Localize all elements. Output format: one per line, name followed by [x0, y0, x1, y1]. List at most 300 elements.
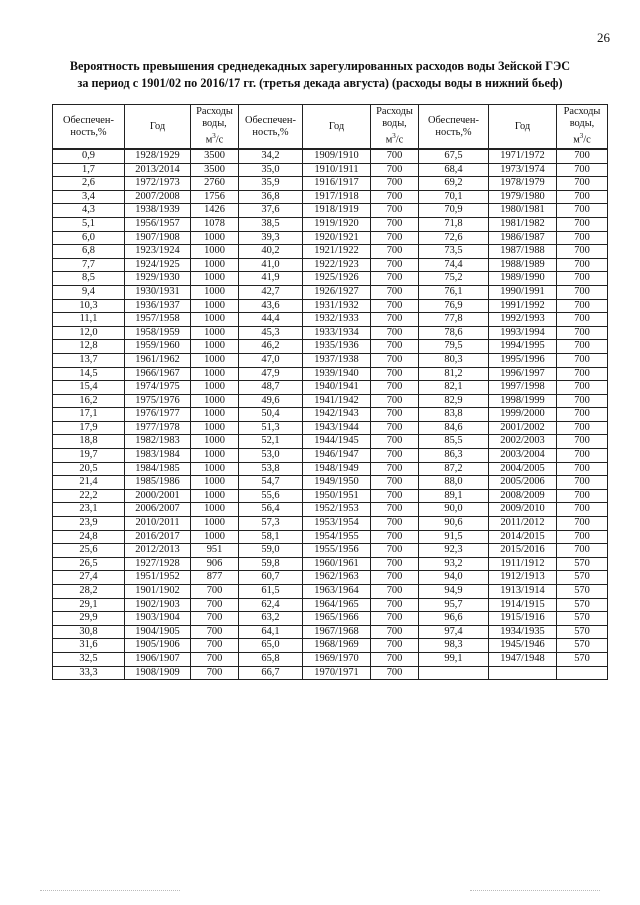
- table-cell: 1908/1909: [125, 666, 191, 680]
- table-cell: 1902/1903: [125, 598, 191, 612]
- table-cell: 1000: [191, 245, 239, 259]
- table-cell: 1946/1947: [303, 449, 371, 463]
- table-cell: 1979/1980: [489, 190, 557, 204]
- header-probability: Обеспечен-ность,%: [239, 105, 303, 150]
- table-cell: 29,1: [53, 598, 125, 612]
- table-cell: 66,7: [239, 666, 303, 680]
- table-cell: 700: [371, 299, 419, 313]
- table-cell: 5,1: [53, 217, 125, 231]
- table-cell: 1912/1913: [489, 571, 557, 585]
- header-flow: Расходы воды, $м^3/с$: [557, 105, 608, 150]
- table-cell: 49,6: [239, 394, 303, 408]
- table-cell: 700: [371, 381, 419, 395]
- table-cell: 700: [557, 530, 608, 544]
- table-cell: 1000: [191, 517, 239, 531]
- table-cell: 78,6: [419, 326, 489, 340]
- table-cell: 7,7: [53, 258, 125, 272]
- table-cell: 1000: [191, 381, 239, 395]
- table-cell: 1982/1983: [125, 435, 191, 449]
- table-cell: 700: [557, 503, 608, 517]
- table-cell: 700: [371, 231, 419, 245]
- table-cell: 570: [557, 557, 608, 571]
- table-cell: 700: [557, 149, 608, 163]
- table-cell: 1903/1904: [125, 612, 191, 626]
- table-cell: 72,6: [419, 231, 489, 245]
- table-cell: 70,1: [419, 190, 489, 204]
- table-cell: 1925/1926: [303, 272, 371, 286]
- table-cell: 1967/1968: [303, 625, 371, 639]
- table-cell: 1000: [191, 408, 239, 422]
- table-cell: 1000: [191, 313, 239, 327]
- table-cell: 1994/1995: [489, 340, 557, 354]
- table-cell: 1963/1964: [303, 585, 371, 599]
- table-cell: 906: [191, 557, 239, 571]
- table-cell: 34,2: [239, 149, 303, 163]
- table-cell: 1909/1910: [303, 149, 371, 163]
- table-cell: 700: [557, 489, 608, 503]
- table-cell: 700: [557, 544, 608, 558]
- table-cell: 1915/1916: [489, 612, 557, 626]
- table-cell: 1942/1943: [303, 408, 371, 422]
- table-cell: 77,8: [419, 313, 489, 327]
- table-cell: 51,3: [239, 421, 303, 435]
- table-cell: 570: [557, 639, 608, 653]
- table-cell: 700: [371, 245, 419, 259]
- table-cell: 1000: [191, 231, 239, 245]
- table-cell: 26,5: [53, 557, 125, 571]
- table-cell: 1000: [191, 285, 239, 299]
- table-cell: 83,8: [419, 408, 489, 422]
- table-row: [53, 612, 608, 626]
- table-cell: 700: [191, 585, 239, 599]
- table-row: [53, 326, 608, 340]
- table-cell: 1918/1919: [303, 204, 371, 218]
- table-cell: 95,7: [419, 598, 489, 612]
- table-cell: 3500: [191, 149, 239, 163]
- table-cell: 1426: [191, 204, 239, 218]
- table-cell: 1962/1963: [303, 571, 371, 585]
- table-cell: 24,8: [53, 530, 125, 544]
- table-row: [53, 435, 608, 449]
- table-cell: 700: [557, 231, 608, 245]
- table-cell: 2007/2008: [125, 190, 191, 204]
- table-cell: 1000: [191, 299, 239, 313]
- table-cell: 1917/1918: [303, 190, 371, 204]
- table-cell: 63,2: [239, 612, 303, 626]
- table-cell: 79,5: [419, 340, 489, 354]
- table-cell: 1901/1902: [125, 585, 191, 599]
- page-number: 26: [597, 30, 610, 45]
- table-cell: 2006/2007: [125, 503, 191, 517]
- header-flow: Расходы воды, $м^3/с$: [191, 105, 239, 150]
- table-cell: 1905/1906: [125, 639, 191, 653]
- table-cell: 700: [371, 585, 419, 599]
- table-cell: 99,1: [419, 652, 489, 666]
- table-cell: 1000: [191, 476, 239, 490]
- scan-edge-mark: [40, 890, 180, 891]
- table-cell: 73,5: [419, 245, 489, 259]
- table-cell: 1911/1912: [489, 557, 557, 571]
- table-cell: 35,0: [239, 163, 303, 177]
- table-cell: [419, 666, 489, 680]
- table-cell: 55,6: [239, 489, 303, 503]
- table-cell: 1957/1958: [125, 313, 191, 327]
- table-cell: 2014/2015: [489, 530, 557, 544]
- table-cell: 33,3: [53, 666, 125, 680]
- table-cell: 1965/1966: [303, 612, 371, 626]
- table-cell: 700: [557, 367, 608, 381]
- table-cell: 4,3: [53, 204, 125, 218]
- table-row: [53, 217, 608, 231]
- table-cell: 1000: [191, 258, 239, 272]
- table-cell: 700: [371, 285, 419, 299]
- table-cell: 75,2: [419, 272, 489, 286]
- table-cell: 2002/2003: [489, 435, 557, 449]
- table-cell: 1995/1996: [489, 353, 557, 367]
- table-cell: 17,9: [53, 421, 125, 435]
- table-cell: 700: [371, 571, 419, 585]
- table-cell: 700: [557, 258, 608, 272]
- table-cell: 700: [557, 245, 608, 259]
- table-cell: 1000: [191, 449, 239, 463]
- table-cell: 700: [191, 625, 239, 639]
- table-cell: 2011/2012: [489, 517, 557, 531]
- table-cell: 1941/1942: [303, 394, 371, 408]
- table-cell: 1986/1987: [489, 231, 557, 245]
- table-cell: 36,8: [239, 190, 303, 204]
- table-cell: 700: [557, 421, 608, 435]
- table-cell: 1904/1905: [125, 625, 191, 639]
- table-cell: 1934/1935: [489, 625, 557, 639]
- table-cell: 31,6: [53, 639, 125, 653]
- table-cell: 1970/1971: [303, 666, 371, 680]
- table-cell: 700: [371, 544, 419, 558]
- title-line-1: Вероятность превышения среднедекадных зарегулированных расходов воды Зейской ГЭС: [69, 59, 571, 73]
- table-cell: 61,5: [239, 585, 303, 599]
- table-cell: 59,8: [239, 557, 303, 571]
- table-cell: 52,1: [239, 435, 303, 449]
- table-cell: 700: [191, 612, 239, 626]
- table-cell: 28,2: [53, 585, 125, 599]
- table-cell: 1964/1965: [303, 598, 371, 612]
- table-cell: 700: [371, 517, 419, 531]
- table-cell: 700: [557, 326, 608, 340]
- table-cell: 1954/1955: [303, 530, 371, 544]
- table-cell: 951: [191, 544, 239, 558]
- table-cell: 1974/1975: [125, 381, 191, 395]
- table-cell: 62,4: [239, 598, 303, 612]
- table-cell: 2008/2009: [489, 489, 557, 503]
- table-cell: 700: [371, 394, 419, 408]
- table-cell: 1971/1972: [489, 149, 557, 163]
- table-cell: 2005/2006: [489, 476, 557, 490]
- table-cell: 1910/1911: [303, 163, 371, 177]
- table-cell: 700: [557, 285, 608, 299]
- table-cell: 1972/1973: [125, 177, 191, 191]
- table-cell: 60,7: [239, 571, 303, 585]
- table-cell: 40,2: [239, 245, 303, 259]
- table-cell: 2001/2002: [489, 421, 557, 435]
- table-cell: 20,5: [53, 462, 125, 476]
- table-cell: 1935/1936: [303, 340, 371, 354]
- table-cell: 700: [557, 353, 608, 367]
- table-cell: 1919/1920: [303, 217, 371, 231]
- table-cell: 1952/1953: [303, 503, 371, 517]
- table-cell: 17,1: [53, 408, 125, 422]
- table-cell: 570: [557, 652, 608, 666]
- table-cell: 38,5: [239, 217, 303, 231]
- table-row: [53, 340, 608, 354]
- table-cell: 1921/1922: [303, 245, 371, 259]
- table-row: [53, 476, 608, 490]
- table-cell: 1944/1945: [303, 435, 371, 449]
- table-row: [53, 190, 608, 204]
- table-cell: 1000: [191, 367, 239, 381]
- table-cell: 1000: [191, 326, 239, 340]
- table-cell: 25,6: [53, 544, 125, 558]
- table-cell: 68,4: [419, 163, 489, 177]
- table-cell: 700: [371, 258, 419, 272]
- title-line-2: за период с 1901/02 по 2016/17 гг. (третья декада августа) (расходы воды в нижний бьеф): [77, 76, 563, 90]
- table-cell: 1000: [191, 394, 239, 408]
- table-cell: 46,2: [239, 340, 303, 354]
- table-cell: 700: [557, 340, 608, 354]
- table-cell: 1943/1944: [303, 421, 371, 435]
- table-cell: 700: [371, 272, 419, 286]
- table-cell: 1,7: [53, 163, 125, 177]
- table-cell: 22,2: [53, 489, 125, 503]
- table-row: [53, 625, 608, 639]
- table-cell: 700: [371, 177, 419, 191]
- table-row: [53, 204, 608, 218]
- table-cell: 1000: [191, 272, 239, 286]
- table-cell: 1913/1914: [489, 585, 557, 599]
- table-cell: 35,9: [239, 177, 303, 191]
- table-cell: 700: [557, 435, 608, 449]
- table-cell: 1078: [191, 217, 239, 231]
- table-cell: [489, 666, 557, 680]
- table-cell: 1936/1937: [125, 299, 191, 313]
- table-cell: 2013/2014: [125, 163, 191, 177]
- table-cell: 1978/1979: [489, 177, 557, 191]
- table-row: [53, 163, 608, 177]
- table-cell: 1756: [191, 190, 239, 204]
- table-cell: 700: [191, 652, 239, 666]
- table-cell: 700: [371, 149, 419, 163]
- table-cell: 6,0: [53, 231, 125, 245]
- table-cell: 1929/1930: [125, 272, 191, 286]
- table-cell: 87,2: [419, 462, 489, 476]
- table-cell: 94,9: [419, 585, 489, 599]
- table-row: [53, 367, 608, 381]
- header-year: Год: [125, 105, 191, 150]
- table-cell: 56,4: [239, 503, 303, 517]
- table-cell: 41,9: [239, 272, 303, 286]
- flow-probability-table: [52, 104, 608, 680]
- table-cell: 1996/1997: [489, 367, 557, 381]
- header-probability: Обеспечен-ность,%: [419, 105, 489, 150]
- table-cell: 1920/1921: [303, 231, 371, 245]
- table-cell: 700: [557, 313, 608, 327]
- table-cell: 700: [557, 381, 608, 395]
- table-cell: 3500: [191, 163, 239, 177]
- table-cell: 700: [371, 313, 419, 327]
- table-cell: 2009/2010: [489, 503, 557, 517]
- table-cell: 1951/1952: [125, 571, 191, 585]
- table-cell: 1950/1951: [303, 489, 371, 503]
- table-cell: 98,3: [419, 639, 489, 653]
- table-cell: 9,4: [53, 285, 125, 299]
- table-cell: 570: [557, 571, 608, 585]
- table-cell: [557, 666, 608, 680]
- table-cell: 1933/1934: [303, 326, 371, 340]
- table-cell: 700: [371, 163, 419, 177]
- table-cell: 54,7: [239, 476, 303, 490]
- table-cell: 91,5: [419, 530, 489, 544]
- table-row: [53, 149, 608, 163]
- table-cell: 1998/1999: [489, 394, 557, 408]
- table-cell: 12,8: [53, 340, 125, 354]
- table-cell: 13,7: [53, 353, 125, 367]
- table-header-row: [53, 105, 608, 150]
- table-cell: 37,6: [239, 204, 303, 218]
- table-cell: 1000: [191, 530, 239, 544]
- table-cell: 53,0: [239, 449, 303, 463]
- table-cell: 1981/1982: [489, 217, 557, 231]
- header-year: Год: [489, 105, 557, 150]
- table-cell: 48,7: [239, 381, 303, 395]
- table-cell: 1927/1928: [125, 557, 191, 571]
- table-cell: 23,9: [53, 517, 125, 531]
- table-cell: 1940/1941: [303, 381, 371, 395]
- table-cell: 39,3: [239, 231, 303, 245]
- table-cell: 58,1: [239, 530, 303, 544]
- table-row: [53, 449, 608, 463]
- table-cell: 700: [557, 272, 608, 286]
- table-cell: 1923/1924: [125, 245, 191, 259]
- header-year: Год: [303, 105, 371, 150]
- table-cell: 30,8: [53, 625, 125, 639]
- table-cell: 10,3: [53, 299, 125, 313]
- table-row: [53, 299, 608, 313]
- table-cell: 700: [371, 367, 419, 381]
- table-cell: 1987/1988: [489, 245, 557, 259]
- table-cell: 64,1: [239, 625, 303, 639]
- table-cell: 80,3: [419, 353, 489, 367]
- table-row: [53, 585, 608, 599]
- table-cell: 1989/1990: [489, 272, 557, 286]
- table-cell: 71,8: [419, 217, 489, 231]
- table-cell: 700: [371, 217, 419, 231]
- table-cell: 700: [557, 190, 608, 204]
- table-cell: 1932/1933: [303, 313, 371, 327]
- table-cell: 1958/1959: [125, 326, 191, 340]
- table-cell: 1977/1978: [125, 421, 191, 435]
- table-cell: 1937/1938: [303, 353, 371, 367]
- table-row: [53, 489, 608, 503]
- table-row: [53, 666, 608, 680]
- table-cell: 1985/1986: [125, 476, 191, 490]
- table-cell: 1999/2000: [489, 408, 557, 422]
- table-row: [53, 639, 608, 653]
- document-title: [40, 58, 600, 92]
- table-cell: 1000: [191, 489, 239, 503]
- table-cell: 12,0: [53, 326, 125, 340]
- table-cell: 1966/1967: [125, 367, 191, 381]
- table-cell: 700: [557, 163, 608, 177]
- table-row: [53, 381, 608, 395]
- table-cell: 85,5: [419, 435, 489, 449]
- table-cell: 1956/1957: [125, 217, 191, 231]
- table-cell: 43,6: [239, 299, 303, 313]
- table-cell: 1914/1915: [489, 598, 557, 612]
- table-cell: 47,9: [239, 367, 303, 381]
- table-row: [53, 598, 608, 612]
- table-cell: 93,2: [419, 557, 489, 571]
- table-cell: 82,1: [419, 381, 489, 395]
- table-cell: 0,9: [53, 149, 125, 163]
- table-cell: 76,9: [419, 299, 489, 313]
- table-cell: 2760: [191, 177, 239, 191]
- table-cell: 96,6: [419, 612, 489, 626]
- table-cell: 6,8: [53, 245, 125, 259]
- table-cell: 700: [371, 503, 419, 517]
- table-cell: 1968/1969: [303, 639, 371, 653]
- table-cell: 700: [557, 517, 608, 531]
- table-cell: 700: [371, 557, 419, 571]
- table-cell: 45,3: [239, 326, 303, 340]
- table-cell: 570: [557, 625, 608, 639]
- table-cell: 700: [557, 217, 608, 231]
- table-cell: 32,5: [53, 652, 125, 666]
- table-cell: 53,8: [239, 462, 303, 476]
- table-cell: 89,1: [419, 489, 489, 503]
- table-row: [53, 544, 608, 558]
- table-cell: 88,0: [419, 476, 489, 490]
- table-row: [53, 408, 608, 422]
- table-body: [53, 149, 608, 680]
- table-row: [53, 421, 608, 435]
- table-cell: 2015/2016: [489, 544, 557, 558]
- table-cell: 1000: [191, 340, 239, 354]
- table-cell: 81,2: [419, 367, 489, 381]
- table-cell: 700: [557, 476, 608, 490]
- table-row: [53, 557, 608, 571]
- table-cell: 84,6: [419, 421, 489, 435]
- table-cell: 1976/1977: [125, 408, 191, 422]
- table-cell: 1916/1917: [303, 177, 371, 191]
- table-cell: 700: [371, 326, 419, 340]
- table-cell: 1983/1984: [125, 449, 191, 463]
- table-cell: 700: [371, 612, 419, 626]
- table-cell: 2010/2011: [125, 517, 191, 531]
- table-cell: 1947/1948: [489, 652, 557, 666]
- table-cell: 1000: [191, 503, 239, 517]
- table-cell: 700: [191, 666, 239, 680]
- table-cell: 1969/1970: [303, 652, 371, 666]
- table-cell: 2012/2013: [125, 544, 191, 558]
- table-cell: 700: [557, 204, 608, 218]
- table-cell: 1948/1949: [303, 462, 371, 476]
- table-row: [53, 503, 608, 517]
- table-row: [53, 245, 608, 259]
- table-cell: 700: [371, 489, 419, 503]
- table-cell: 700: [557, 394, 608, 408]
- table-cell: 1926/1927: [303, 285, 371, 299]
- table-cell: 16,2: [53, 394, 125, 408]
- table-cell: 57,3: [239, 517, 303, 531]
- table-cell: 1938/1939: [125, 204, 191, 218]
